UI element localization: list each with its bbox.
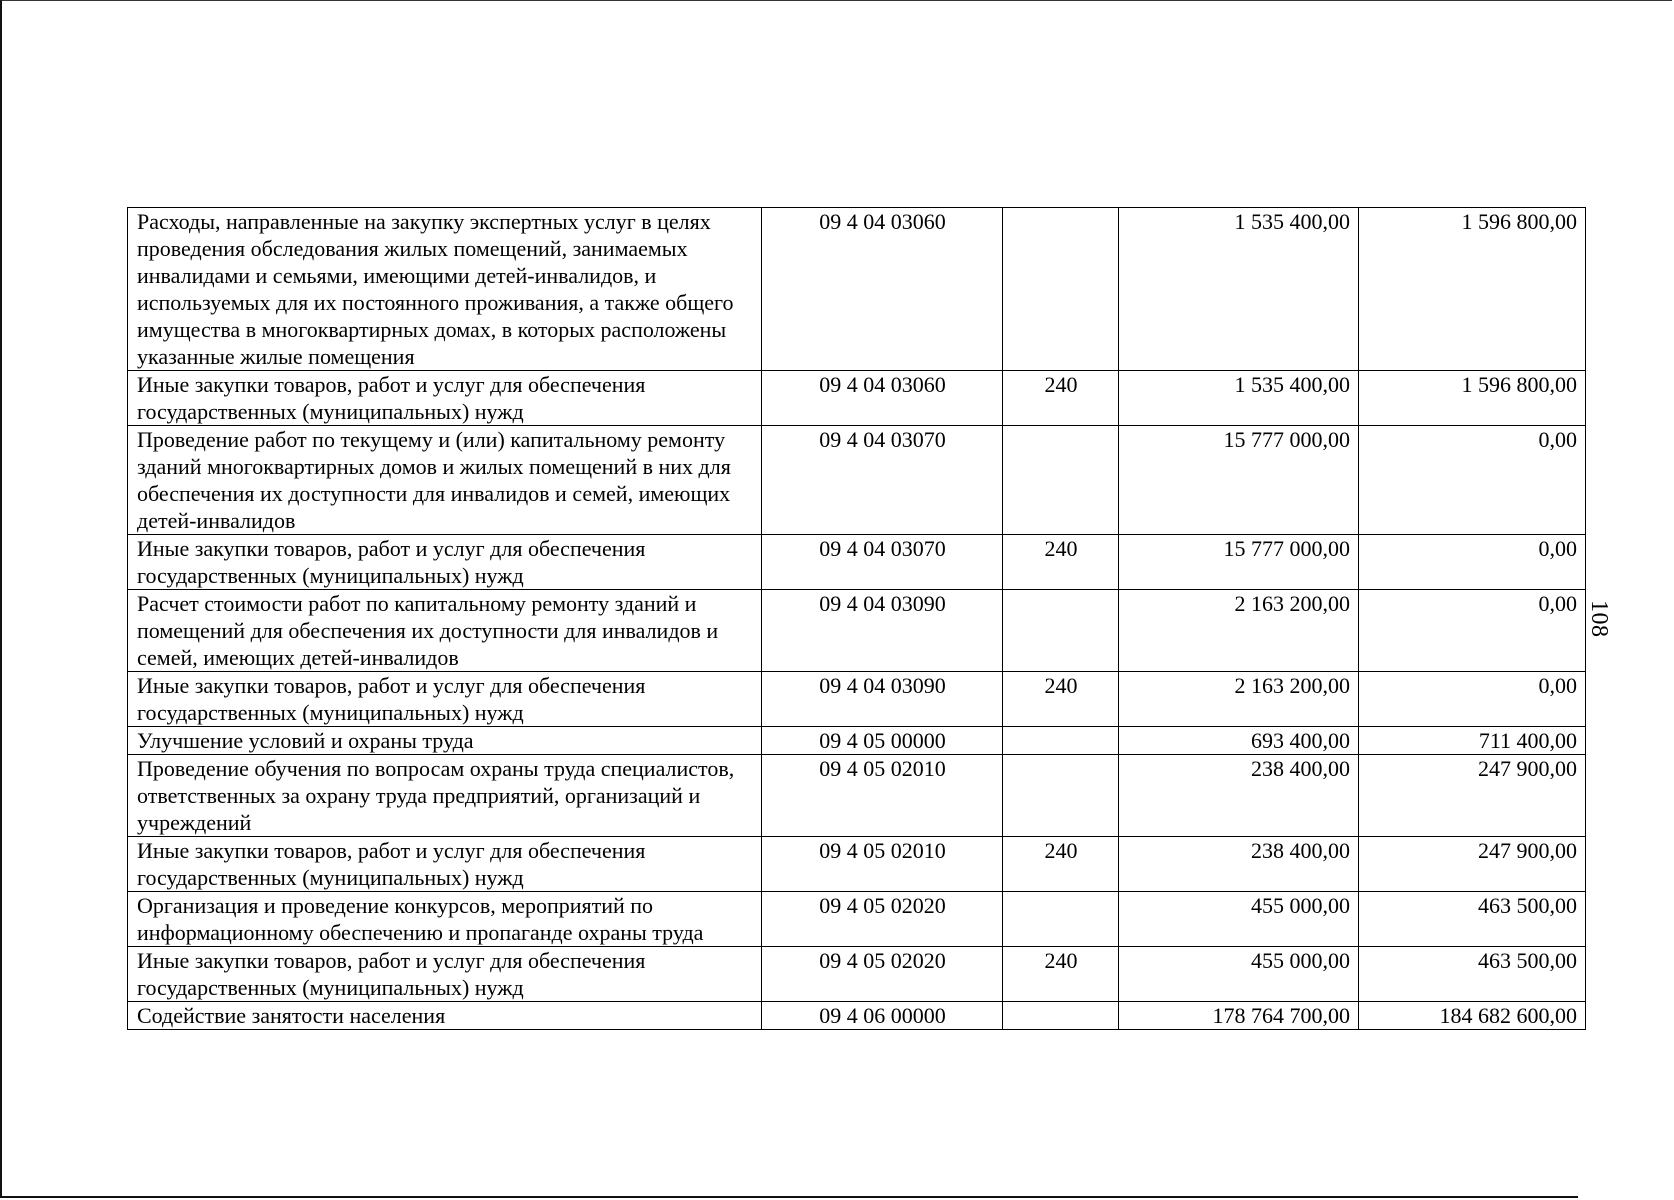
row-code-cell: 09 4 04 03090: [762, 590, 1003, 672]
row-amount-1-cell: 1 535 400,00: [1119, 208, 1359, 371]
row-code-cell: 09 4 04 03060: [762, 208, 1003, 371]
row-expense-type-cell: 240: [1003, 672, 1119, 727]
row-code-cell: 09 4 06 00000: [762, 1002, 1003, 1030]
table-row: [128, 727, 1586, 755]
row-amount-2-cell: 0,00: [1359, 426, 1586, 535]
table-row: [128, 892, 1586, 947]
row-code-cell: 09 4 04 03070: [762, 426, 1003, 535]
table-row: [128, 837, 1586, 892]
row-name-cell: Расчет стоимости работ по капитальному ремонту зданий и помещений для обеспечения их доступности для инвалидов и семей, имеющих детей-инвалидов: [128, 590, 762, 672]
row-amount-2-cell: 184 682 600,00: [1359, 1002, 1586, 1030]
row-amount-1-cell: 238 400,00: [1119, 837, 1359, 892]
row-amount-1-cell: 15 777 000,00: [1119, 426, 1359, 535]
row-expense-type-cell: 240: [1003, 947, 1119, 1002]
row-code-cell: 09 4 04 03070: [762, 535, 1003, 590]
row-code-cell: 09 4 04 03090: [762, 672, 1003, 727]
row-amount-1-cell: 455 000,00: [1119, 892, 1359, 947]
table-row: [128, 371, 1586, 426]
row-amount-2-cell: 463 500,00: [1359, 947, 1586, 1002]
row-amount-1-cell: 238 400,00: [1119, 755, 1359, 837]
page-number: 108: [1586, 600, 1612, 638]
row-expense-type-cell: [1003, 426, 1119, 535]
row-expense-type-cell: [1003, 590, 1119, 672]
row-amount-1-cell: 693 400,00: [1119, 727, 1359, 755]
row-name-cell: Проведение обучения по вопросам охраны труда специалистов, ответственных за охрану труда предприятий, организаций и учреждений: [128, 755, 762, 837]
row-amount-1-cell: 15 777 000,00: [1119, 535, 1359, 590]
row-name-cell: Иные закупки товаров, работ и услуг для обеспечения государственных (муниципальных) нужд: [128, 672, 762, 727]
table-row: [128, 1002, 1586, 1030]
row-expense-type-cell: 240: [1003, 371, 1119, 426]
row-amount-2-cell: 711 400,00: [1359, 727, 1586, 755]
budget-table: [127, 207, 1586, 1030]
table-row: [128, 426, 1586, 535]
row-code-cell: 09 4 04 03060: [762, 371, 1003, 426]
row-amount-1-cell: 2 163 200,00: [1119, 672, 1359, 727]
row-name-cell: Иные закупки товаров, работ и услуг для обеспечения государственных (муниципальных) нужд: [128, 535, 762, 590]
row-expense-type-cell: 240: [1003, 535, 1119, 590]
row-expense-type-cell: [1003, 892, 1119, 947]
row-name-cell: Иные закупки товаров, работ и услуг для обеспечения государственных (муниципальных) нужд: [128, 837, 762, 892]
row-code-cell: 09 4 05 02010: [762, 837, 1003, 892]
page-border-gap: [1578, 1196, 1674, 1200]
row-amount-1-cell: 178 764 700,00: [1119, 1002, 1359, 1030]
row-amount-2-cell: 0,00: [1359, 672, 1586, 727]
table-row: [128, 672, 1586, 727]
row-amount-2-cell: 1 596 800,00: [1359, 208, 1586, 371]
row-name-cell: Иные закупки товаров, работ и услуг для обеспечения государственных (муниципальных) нужд: [128, 947, 762, 1002]
row-amount-2-cell: 247 900,00: [1359, 755, 1586, 837]
row-amount-2-cell: 247 900,00: [1359, 837, 1586, 892]
table-row: [128, 590, 1586, 672]
row-amount-2-cell: 0,00: [1359, 535, 1586, 590]
row-expense-type-cell: [1003, 727, 1119, 755]
row-expense-type-cell: [1003, 755, 1119, 837]
row-amount-1-cell: 1 535 400,00: [1119, 371, 1359, 426]
table-row: [128, 208, 1586, 371]
row-code-cell: 09 4 05 02010: [762, 755, 1003, 837]
row-expense-type-cell: [1003, 1002, 1119, 1030]
row-name-cell: Расходы, направленные на закупку экспертных услуг в целях проведения обследования жилых помещений, занимаемых инвалидами и семьями, имеющими детей-инвалидов, и используемых для их постоянного проживания, а также общего имущества в многоквартирных домах, в которых расположены указанные жилые помещения: [128, 208, 762, 371]
row-amount-1-cell: 2 163 200,00: [1119, 590, 1359, 672]
row-amount-2-cell: 1 596 800,00: [1359, 371, 1586, 426]
row-name-cell: Проведение работ по текущему и (или) капитальному ремонту зданий многоквартирных домов и жилых помещений в них для обеспечения их доступности для инвалидов и семей, имеющих детей-инвалидов: [128, 426, 762, 535]
budget-table-body: [128, 208, 1586, 1030]
row-name-cell: Организация и проведение конкурсов, мероприятий по информационному обеспечению и пропаганде охраны труда: [128, 892, 762, 947]
row-name-cell: Улучшение условий и охраны труда: [128, 727, 762, 755]
row-expense-type-cell: 240: [1003, 837, 1119, 892]
table-row: [128, 755, 1586, 837]
row-name-cell: Иные закупки товаров, работ и услуг для обеспечения государственных (муниципальных) нужд: [128, 371, 762, 426]
row-amount-2-cell: 463 500,00: [1359, 892, 1586, 947]
row-amount-1-cell: 455 000,00: [1119, 947, 1359, 1002]
row-amount-2-cell: 0,00: [1359, 590, 1586, 672]
row-name-cell: Содействие занятости населения: [128, 1002, 762, 1030]
row-code-cell: 09 4 05 02020: [762, 947, 1003, 1002]
table-row: [128, 535, 1586, 590]
row-expense-type-cell: [1003, 208, 1119, 371]
row-code-cell: 09 4 05 02020: [762, 892, 1003, 947]
row-code-cell: 09 4 05 00000: [762, 727, 1003, 755]
table-row: [128, 947, 1586, 1002]
